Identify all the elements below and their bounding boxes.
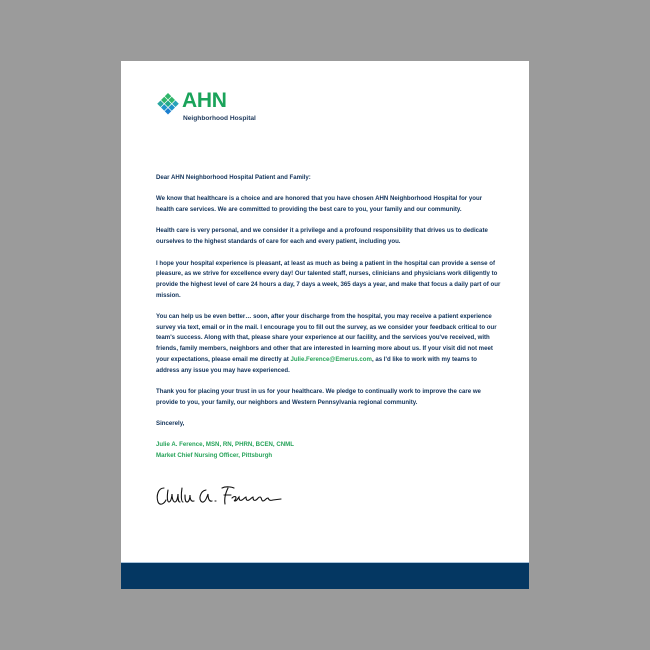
letter-page [121, 61, 529, 589]
letter-body [156, 173, 501, 462]
signer-title: Market Chief Nursing Officer, Pittsburgh [156, 452, 273, 460]
email-link[interactable]: Julie.Ference@Emerus.com [290, 355, 372, 363]
paragraph-2: Health care is very personal, and we consider it a privilege and a profound responsibility that drives us to dedicate ourselves to the highest standards of care for each and every patient, including you. [156, 227, 488, 246]
handwritten-signature-icon [154, 482, 284, 508]
paragraph-4-text-before: You can help us be even better… soon, after your discharge from the hospital, you may receive a patient experience survey via text, email or in the mail. I encourage you to fill out the survey, as we consider your feedback critical to our team's success. Along with that, please share your experience at our facility, and the services you've received, with friends, family members, neighbors and other that are interested in learning more about us. If your visit did not meet your expectations, please email me directly at [156, 313, 497, 363]
paragraph-1: We know that healthcare is a choice and are honored that you have chosen AHN Neighborhood Hospital for your health care services. We are committed to providing the best care to you, your family and our community. [156, 195, 483, 214]
logo-subtitle: Neighborhood Hospital [183, 115, 256, 122]
paragraph-4-text-after: , as I'd like to work with my teams to address any issue you may have experienced. [156, 355, 478, 374]
signer-name: Julie A. Ference, MSN, RN, PHRN, BCEN, CNML [156, 441, 294, 449]
logo-wordmark: AHN [182, 89, 227, 112]
salutation: Dear AHN Neighborhood Hospital Patient and Family: [156, 174, 311, 181]
closing: Sincerely, [156, 420, 185, 428]
footer-bar [121, 562, 529, 589]
paragraph-5: Thank you for placing your trust in us for your healthcare. We pledge to continually work to improve the care we provide to you, your family, our neighbors and Western Pennsylvania regional community. [156, 387, 481, 406]
paragraph-4 [156, 312, 501, 376]
paragraph-3: I hope your hospital experience is pleasant, at least as much as being a patient in the hospital can provide a sense of pleasure, as we strive for excellence every day! Our talented staff, nurses, clinicians and physicians work diligently to provide the highest level of care 24 hours a day, 7 days a week, 365 days a year, and make that focus a daily part of our mission. [156, 259, 501, 299]
ahn-diamond-logo-icon [155, 91, 181, 117]
signer-block [156, 440, 501, 461]
